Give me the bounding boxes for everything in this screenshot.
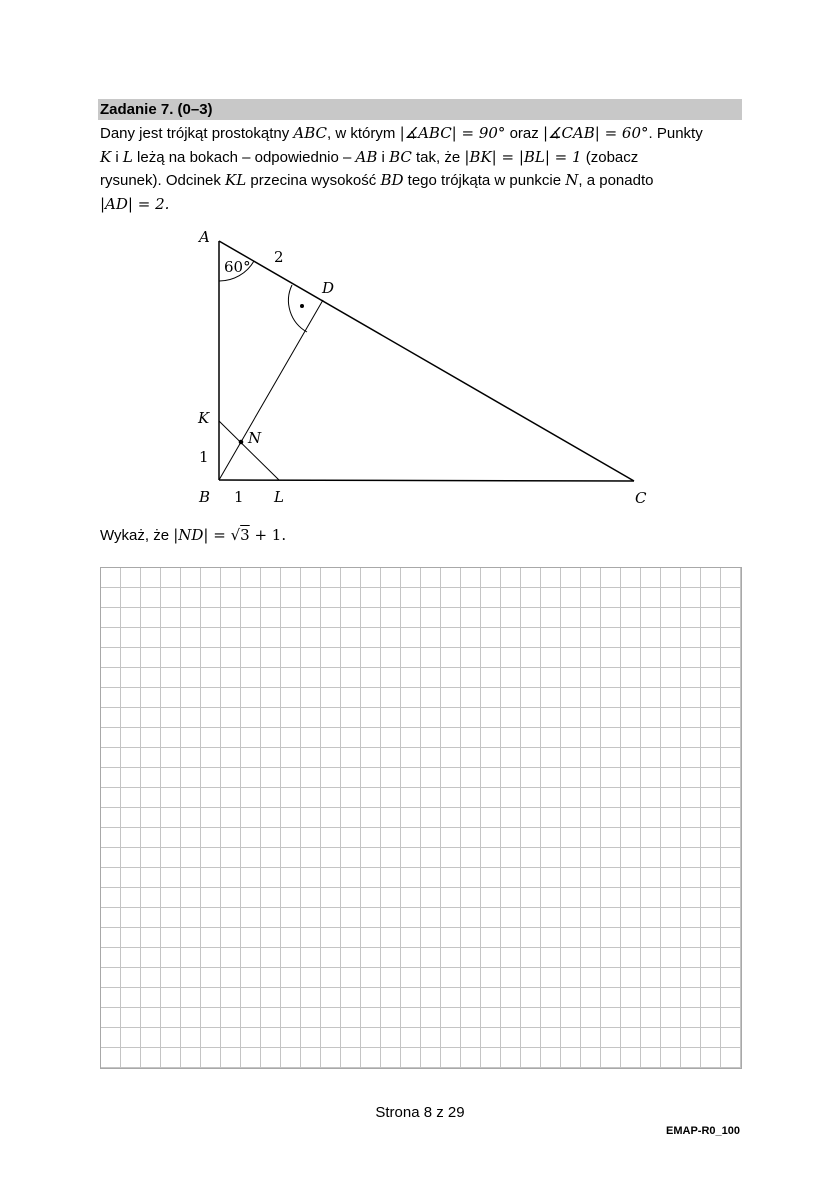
math-ad-length: |AD| = 2. [100,194,170,213]
prompt-lhs: |ND| = [173,526,231,544]
exam-code: EMAP-R0_100 [666,1125,740,1137]
math-segment-kl: KL [225,171,247,189]
problem-text: , w którym [327,125,400,142]
sqrt-sign: √ [230,526,241,544]
math-height-bd: BD [380,171,404,189]
label-l: L [274,488,284,506]
problem-text: przecina wysokość [246,172,381,189]
math-triangle-abc: ABC [293,124,328,142]
math-side-ab: AB [355,147,378,166]
label-c: C [635,489,647,507]
triangle-figure [0,0,840,560]
prompt-radicand: 3 [240,526,250,544]
label-d: D [322,279,335,297]
side-bc [219,480,634,481]
label-a: A [199,228,210,246]
problem-text: . Punkty [648,125,703,142]
math-side-bc: BC [389,147,412,166]
proof-prompt [100,523,286,548]
label-bl-length: 1 [234,488,244,506]
math-bk-bl: |BK| = |BL| = 1 [464,147,582,166]
height-bd [219,300,323,480]
problem-text: leżą na bokach – odpowiednio – [132,148,356,166]
problem-text: oraz [505,125,543,142]
label-angle-a: 60° [224,258,251,276]
problem-text: Dany jest trójkąt prostokątny [100,125,294,142]
right-angle-arc-d [288,285,307,332]
prompt-text: Wykaż, że [100,527,174,544]
problem-text: tak, że [411,148,465,166]
math-point-k: K [100,147,112,166]
problem-text: tego trójkąta w punkcie [403,172,566,189]
label-b: B [199,488,211,506]
math-point-l: L [122,147,133,166]
math-point-n: N [565,171,579,189]
side-ac [219,241,634,481]
label-bk-length: 1 [199,448,209,466]
prompt-rhs: + 1. [249,526,287,544]
problem-text: i [111,148,123,166]
page-number: Strona 8 z 29 [375,1104,465,1121]
problem-text: (zobacz [581,148,639,166]
label-n: N [248,429,262,447]
answer-grid[interactable] [100,567,742,1069]
problem-text: rysunek). Odcinek [100,172,226,189]
right-angle-dot [300,304,304,308]
point-n [239,440,244,445]
problem-text: , a ponadto [578,172,654,189]
label-ad-length: 2 [274,248,284,266]
math-angle-abc: |∡ABC| = 90° [399,124,506,142]
math-angle-cab: |∡CAB| = 60° [542,124,649,142]
label-k: K [198,409,210,427]
problem-text: i [377,148,390,166]
task-title: Zadanie 7. (0–3) [100,101,213,118]
